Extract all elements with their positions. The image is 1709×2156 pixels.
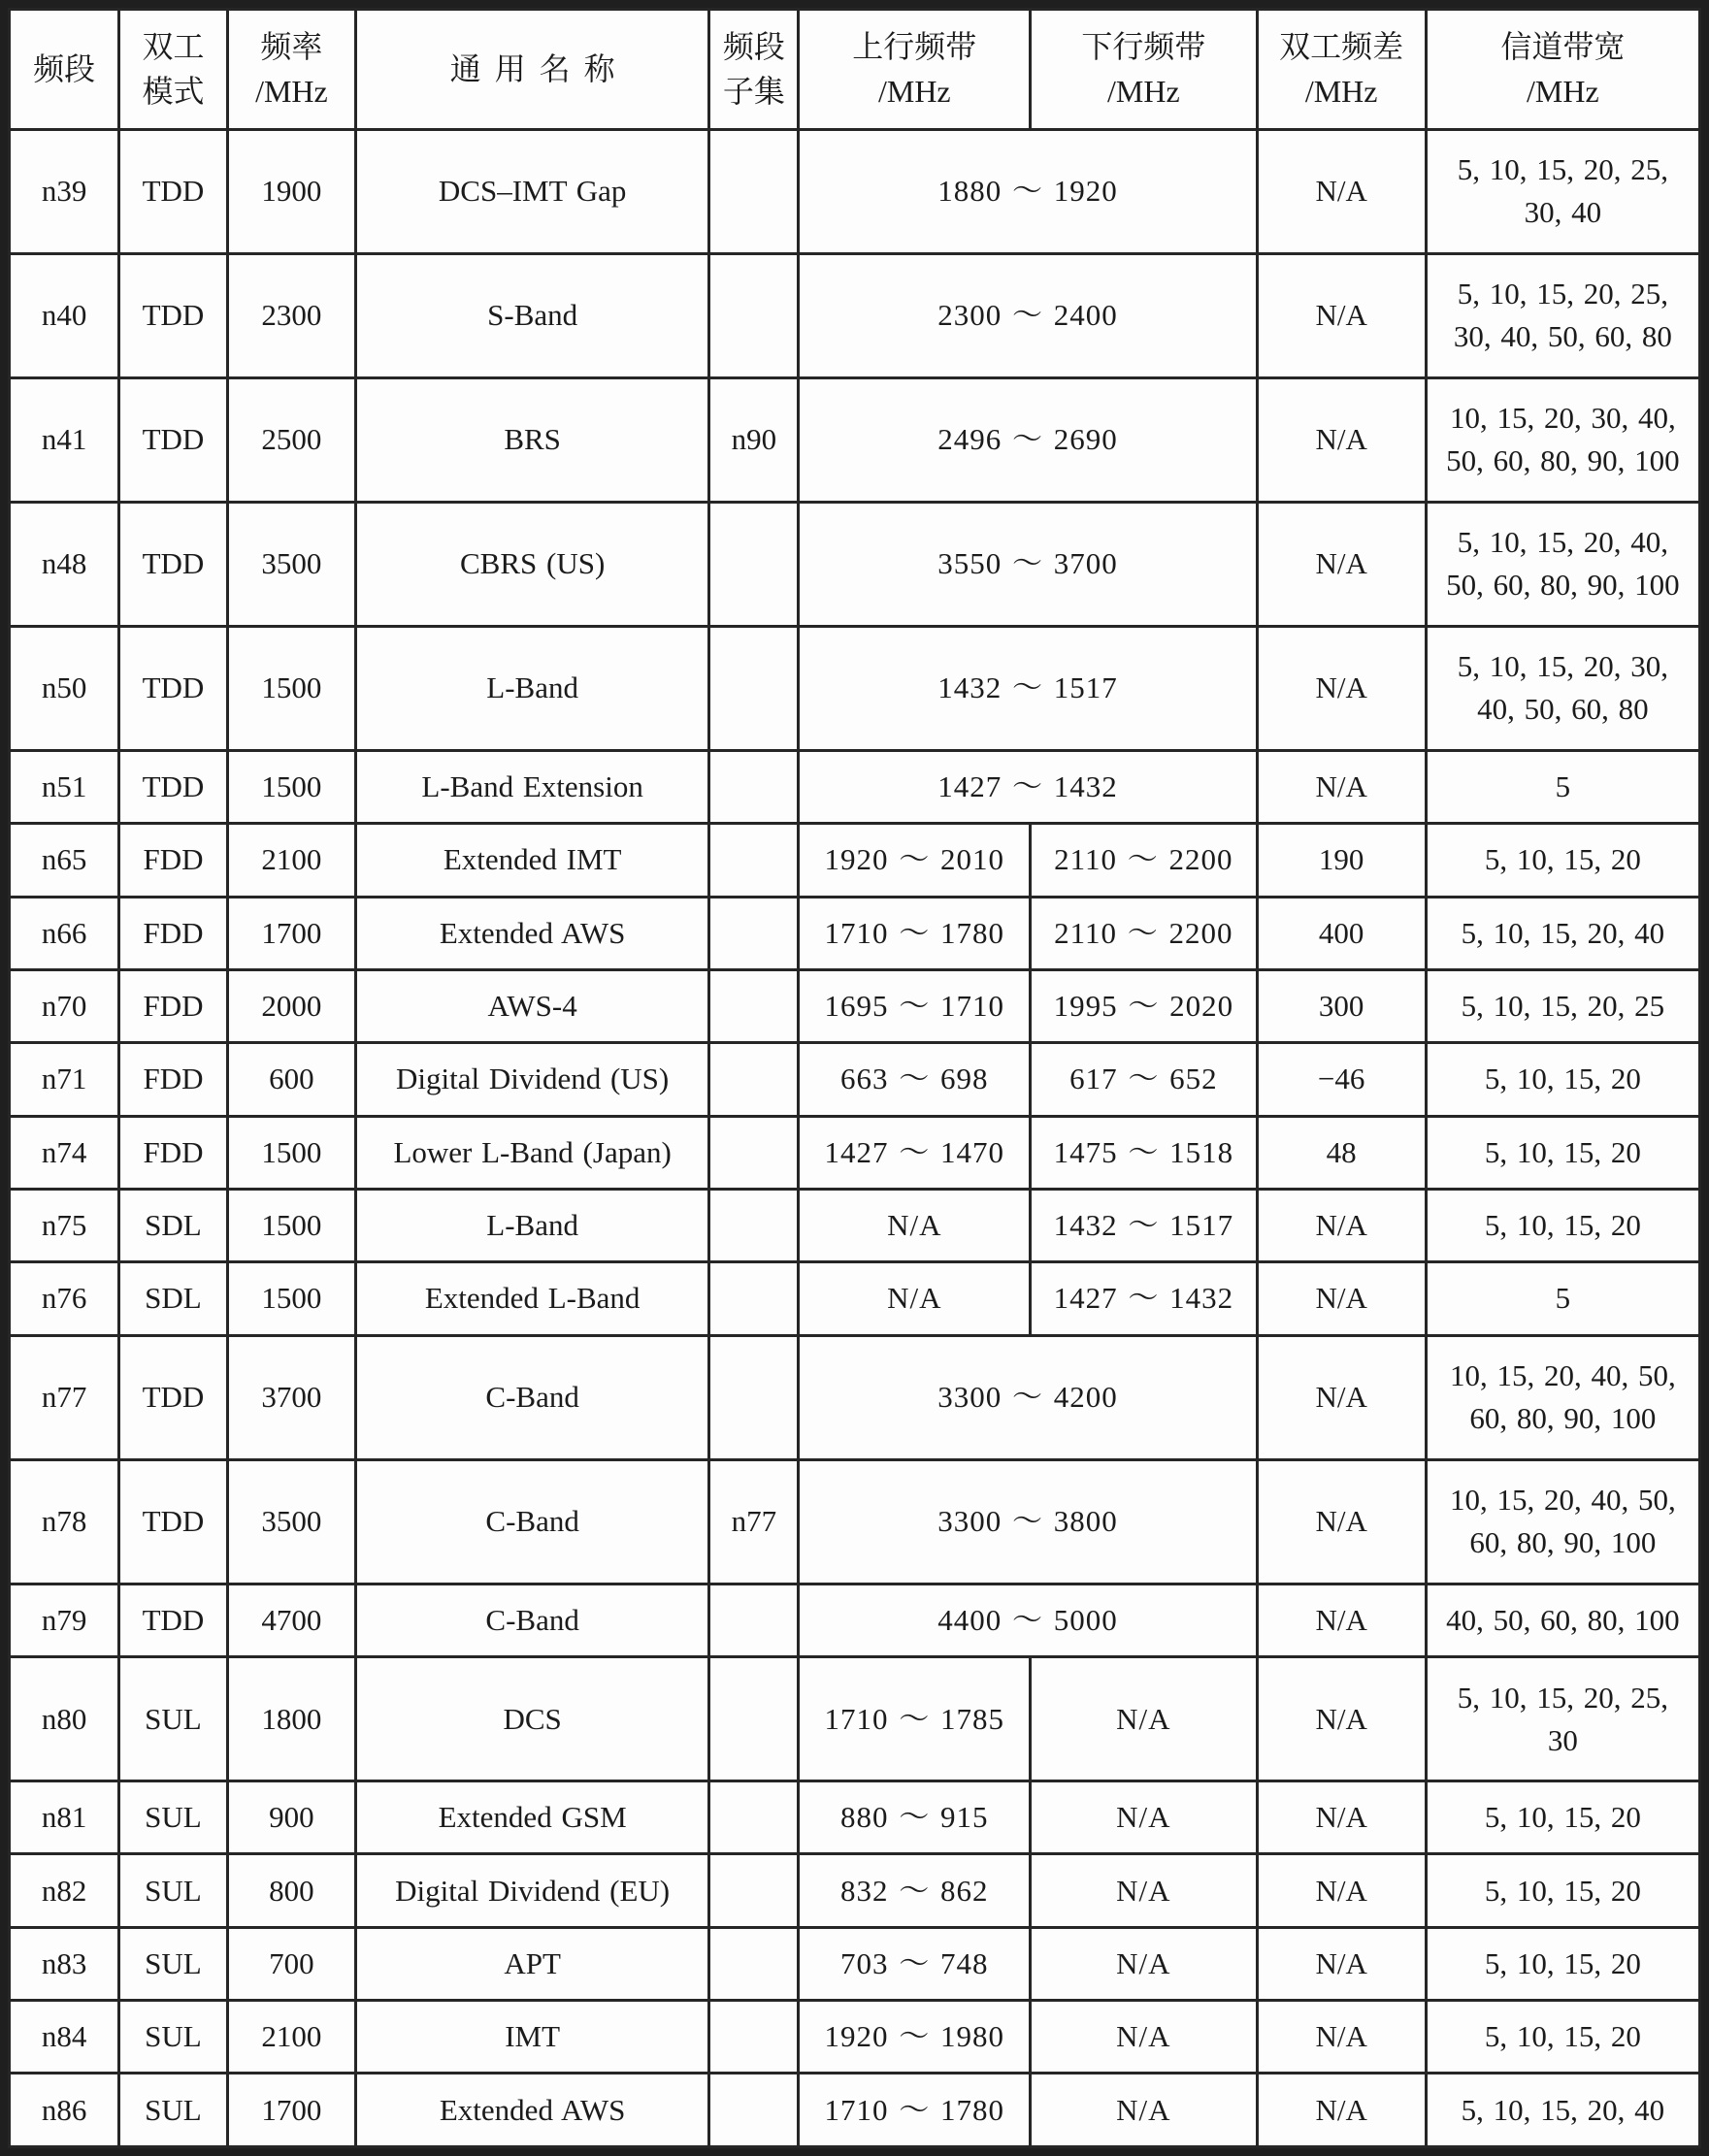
table-row — [10, 1854, 1700, 1927]
cell-duplex-spacing: N/A — [1257, 1335, 1426, 1459]
cell-duplex-spacing: N/A — [1257, 253, 1426, 377]
cell-band-subset — [709, 1854, 799, 1927]
table-row — [10, 1781, 1700, 1854]
table-row — [10, 2001, 1700, 2074]
cell-downlink: 1475 ～ 1518 — [1031, 1116, 1257, 1189]
cell-common-name: CBRS (US) — [356, 502, 709, 626]
cell-frequency: 3700 — [227, 1335, 355, 1459]
cell-common-name: S-Band — [356, 253, 709, 377]
col-header-channel-bandwidth — [1426, 10, 1699, 130]
cell-band: n75 — [10, 1189, 119, 1261]
table-body — [10, 129, 1700, 2146]
cell-duplex-spacing: 190 — [1257, 824, 1426, 897]
cell-frequency: 1500 — [227, 750, 355, 823]
cell-frequency: 2000 — [227, 969, 355, 1042]
cell-uplink: 1427 ～ 1470 — [799, 1116, 1031, 1189]
cell-frequency: 3500 — [227, 502, 355, 626]
cell-channel-bandwidth: 5 — [1426, 750, 1699, 823]
header-unit: /MHz — [1107, 74, 1180, 110]
cell-frequency: 2500 — [227, 377, 355, 502]
cell-frequency: 800 — [227, 1854, 355, 1927]
table-row — [10, 626, 1700, 750]
cell-duplex-spacing: N/A — [1257, 1459, 1426, 1584]
cell-common-name: IMT — [356, 2001, 709, 2074]
col-header-common-name — [356, 10, 709, 130]
cell-uplink-downlink: 3300 ～ 4200 — [799, 1335, 1257, 1459]
table-row — [10, 1262, 1700, 1335]
cell-duplex-spacing: N/A — [1257, 1584, 1426, 1656]
cell-duplex-spacing: N/A — [1257, 1262, 1426, 1335]
cell-channel-bandwidth: 5, 10, 15, 20 — [1426, 1189, 1699, 1261]
cell-band: n82 — [10, 1854, 119, 1927]
cell-frequency: 1700 — [227, 2074, 355, 2147]
cell-band: n51 — [10, 750, 119, 823]
cell-downlink: N/A — [1031, 1781, 1257, 1854]
cell-band: n39 — [10, 129, 119, 253]
cell-duplex-mode: TDD — [119, 1335, 227, 1459]
cell-duplex-spacing: 300 — [1257, 969, 1426, 1042]
cell-channel-bandwidth: 5, 10, 15, 20, 25, 30, 40 — [1426, 129, 1699, 253]
cell-downlink: N/A — [1031, 1927, 1257, 2000]
cell-channel-bandwidth: 5, 10, 15, 20, 25, 30 — [1426, 1657, 1699, 1781]
table-row — [10, 1043, 1700, 1116]
cell-band: n83 — [10, 1927, 119, 2000]
cell-common-name: AWS-4 — [356, 969, 709, 1042]
cell-duplex-spacing: N/A — [1257, 1854, 1426, 1927]
cell-uplink-downlink: 3550 ～ 3700 — [799, 502, 1257, 626]
cell-channel-bandwidth: 5, 10, 15, 20, 25 — [1426, 969, 1699, 1042]
cell-frequency: 4700 — [227, 1584, 355, 1656]
cell-duplex-mode: TDD — [119, 502, 227, 626]
cell-band-subset — [709, 1584, 799, 1656]
cell-uplink-downlink: 2300 ～ 2400 — [799, 253, 1257, 377]
cell-uplink-downlink: 2496 ～ 2690 — [799, 377, 1257, 502]
cell-uplink: 1710 ～ 1785 — [799, 1657, 1031, 1781]
cell-duplex-spacing: N/A — [1257, 129, 1426, 253]
cell-uplink: 703 ～ 748 — [799, 1927, 1031, 2000]
cell-frequency: 2100 — [227, 2001, 355, 2074]
cell-channel-bandwidth: 5, 10, 15, 20, 40, 50, 60, 80, 90, 100 — [1426, 502, 1699, 626]
header-label: 频段 — [722, 29, 785, 64]
cell-common-name: Extended AWS — [356, 2074, 709, 2147]
cell-uplink: 1920 ～ 2010 — [799, 824, 1031, 897]
col-header-uplink — [799, 10, 1031, 130]
cell-duplex-mode: SUL — [119, 1927, 227, 2000]
cell-uplink-downlink: 1880 ～ 1920 — [799, 129, 1257, 253]
cell-band: n66 — [10, 897, 119, 969]
cell-common-name: L-Band Extension — [356, 750, 709, 823]
cell-band: n48 — [10, 502, 119, 626]
col-header-band — [10, 10, 119, 130]
col-header-downlink — [1031, 10, 1257, 130]
header-label-line2: 子集 — [722, 74, 785, 110]
cell-common-name: C-Band — [356, 1459, 709, 1584]
header-unit: /MHz — [1527, 74, 1599, 110]
cell-frequency: 1500 — [227, 626, 355, 750]
cell-channel-bandwidth: 5, 10, 15, 20 — [1426, 2001, 1699, 2074]
cell-uplink-downlink: 1432 ～ 1517 — [799, 626, 1257, 750]
table-row — [10, 897, 1700, 969]
header-label: 频率 — [260, 29, 323, 64]
cell-band-subset — [709, 2074, 799, 2147]
cell-common-name: C-Band — [356, 1335, 709, 1459]
cell-uplink: N/A — [799, 1189, 1031, 1261]
cell-channel-bandwidth: 5, 10, 15, 20 — [1426, 1116, 1699, 1189]
cell-uplink: 1710 ～ 1780 — [799, 897, 1031, 969]
cell-duplex-spacing: N/A — [1257, 1781, 1426, 1854]
cell-band-subset — [709, 129, 799, 253]
cell-duplex-mode: FDD — [119, 1116, 227, 1189]
cell-common-name: C-Band — [356, 1584, 709, 1656]
cell-duplex-spacing: N/A — [1257, 626, 1426, 750]
cell-band: n74 — [10, 1116, 119, 1189]
cell-band-subset — [709, 1043, 799, 1116]
cell-band: n79 — [10, 1584, 119, 1656]
cell-common-name: Digital Dividend (US) — [356, 1043, 709, 1116]
header-unit: /MHz — [255, 74, 328, 110]
cell-uplink-downlink: 4400 ～ 5000 — [799, 1584, 1257, 1656]
cell-duplex-mode: SDL — [119, 1262, 227, 1335]
cell-duplex-spacing: 400 — [1257, 897, 1426, 969]
cell-frequency: 1900 — [227, 129, 355, 253]
header-unit: /MHz — [877, 74, 951, 110]
cell-band-subset — [709, 969, 799, 1042]
cell-band-subset — [709, 253, 799, 377]
cell-frequency: 600 — [227, 1043, 355, 1116]
cell-duplex-mode: FDD — [119, 824, 227, 897]
cell-duplex-mode: SUL — [119, 1781, 227, 1854]
table-row — [10, 1459, 1700, 1584]
cell-band: n86 — [10, 2074, 119, 2147]
cell-band-subset — [709, 2001, 799, 2074]
cell-band-subset — [709, 1927, 799, 2000]
cell-duplex-spacing: N/A — [1257, 2001, 1426, 2074]
cell-uplink-downlink: 1427 ～ 1432 — [799, 750, 1257, 823]
cell-band-subset — [709, 502, 799, 626]
table-row — [10, 253, 1700, 377]
cell-downlink: N/A — [1031, 2001, 1257, 2074]
cell-band-subset — [709, 1335, 799, 1459]
cell-duplex-mode: TDD — [119, 129, 227, 253]
cell-common-name: Digital Dividend (EU) — [356, 1854, 709, 1927]
cell-band: n50 — [10, 626, 119, 750]
cell-uplink: 663 ～ 698 — [799, 1043, 1031, 1116]
cell-frequency: 900 — [227, 1781, 355, 1854]
table-row — [10, 1116, 1700, 1189]
cell-downlink: N/A — [1031, 1657, 1257, 1781]
cell-frequency: 2100 — [227, 824, 355, 897]
cell-common-name: DCS–IMT Gap — [356, 129, 709, 253]
cell-downlink: 2110 ～ 2200 — [1031, 824, 1257, 897]
table-row — [10, 502, 1700, 626]
cell-band-subset — [709, 1116, 799, 1189]
cell-duplex-spacing: N/A — [1257, 1927, 1426, 2000]
cell-channel-bandwidth: 5, 10, 15, 20, 40 — [1426, 897, 1699, 969]
cell-channel-bandwidth: 5, 10, 15, 20, 40 — [1426, 2074, 1699, 2147]
cell-duplex-mode: SUL — [119, 1657, 227, 1781]
cell-uplink: 1920 ～ 1980 — [799, 2001, 1031, 2074]
cell-band-subset — [709, 1781, 799, 1854]
cell-duplex-spacing: N/A — [1257, 750, 1426, 823]
cell-band-subset — [709, 897, 799, 969]
cell-duplex-spacing: N/A — [1257, 2074, 1426, 2147]
col-header-duplex-mode — [119, 10, 227, 130]
cell-duplex-mode: TDD — [119, 253, 227, 377]
cell-duplex-spacing: N/A — [1257, 1657, 1426, 1781]
cell-band: n84 — [10, 2001, 119, 2074]
cell-band: n70 — [10, 969, 119, 1042]
cell-channel-bandwidth: 10, 15, 20, 40, 50, 60, 80, 90, 100 — [1426, 1335, 1699, 1459]
cell-downlink: 1427 ～ 1432 — [1031, 1262, 1257, 1335]
cell-uplink: 880 ～ 915 — [799, 1781, 1031, 1854]
cell-channel-bandwidth: 5, 10, 15, 20 — [1426, 1043, 1699, 1116]
cell-frequency: 3500 — [227, 1459, 355, 1584]
cell-uplink: 832 ～ 862 — [799, 1854, 1031, 1927]
cell-channel-bandwidth: 10, 15, 20, 30, 40, 50, 60, 80, 90, 100 — [1426, 377, 1699, 502]
cell-common-name: APT — [356, 1927, 709, 2000]
cell-duplex-mode: FDD — [119, 969, 227, 1042]
table-row — [10, 1584, 1700, 1656]
col-header-duplex-spacing — [1257, 10, 1426, 130]
cell-common-name: Extended AWS — [356, 897, 709, 969]
table-row — [10, 1927, 1700, 2000]
cell-band: n80 — [10, 1657, 119, 1781]
cell-duplex-spacing: N/A — [1257, 1189, 1426, 1261]
header-label: 双工频差 — [1279, 29, 1404, 64]
cell-channel-bandwidth: 5, 10, 15, 20 — [1426, 1927, 1699, 2000]
cell-duplex-mode: TDD — [119, 1459, 227, 1584]
table-row — [10, 824, 1700, 897]
cell-common-name: Extended IMT — [356, 824, 709, 897]
cell-channel-bandwidth: 40, 50, 60, 80, 100 — [1426, 1584, 1699, 1656]
cell-channel-bandwidth: 5 — [1426, 1262, 1699, 1335]
table-row — [10, 377, 1700, 502]
cell-band: n65 — [10, 824, 119, 897]
header-row — [10, 10, 1700, 130]
header-label: 上行频带 — [852, 29, 977, 64]
cell-common-name: L-Band — [356, 626, 709, 750]
col-header-band-subset — [709, 10, 799, 130]
cell-band-subset — [709, 824, 799, 897]
table-row — [10, 1657, 1700, 1781]
cell-band-subset: n90 — [709, 377, 799, 502]
header-label-line2: 模式 — [142, 74, 205, 110]
cell-band: n41 — [10, 377, 119, 502]
cell-duplex-mode: TDD — [119, 377, 227, 502]
table-row — [10, 129, 1700, 253]
header-label: 通用名称 — [449, 51, 629, 87]
cell-channel-bandwidth: 5, 10, 15, 20 — [1426, 824, 1699, 897]
cell-band-subset — [709, 750, 799, 823]
cell-duplex-mode: FDD — [119, 897, 227, 969]
cell-band: n78 — [10, 1459, 119, 1584]
cell-duplex-mode: TDD — [119, 750, 227, 823]
cell-duplex-mode: SUL — [119, 2001, 227, 2074]
cell-duplex-mode: TDD — [119, 1584, 227, 1656]
cell-duplex-mode: TDD — [119, 626, 227, 750]
cell-common-name: Extended L-Band — [356, 1262, 709, 1335]
cell-duplex-spacing: N/A — [1257, 502, 1426, 626]
cell-channel-bandwidth: 5, 10, 15, 20, 30, 40, 50, 60, 80 — [1426, 626, 1699, 750]
cell-band: n40 — [10, 253, 119, 377]
cell-band: n71 — [10, 1043, 119, 1116]
cell-common-name: Lower L-Band (Japan) — [356, 1116, 709, 1189]
table-row — [10, 1335, 1700, 1459]
table-row — [10, 969, 1700, 1042]
header-label: 双工 — [142, 29, 205, 64]
cell-frequency: 2300 — [227, 253, 355, 377]
cell-downlink: 1432 ～ 1517 — [1031, 1189, 1257, 1261]
table-header — [10, 10, 1700, 130]
cell-duplex-mode: SUL — [119, 1854, 227, 1927]
cell-downlink: N/A — [1031, 2074, 1257, 2147]
col-header-frequency — [227, 10, 355, 130]
cell-downlink: 1995 ～ 2020 — [1031, 969, 1257, 1042]
cell-frequency: 1500 — [227, 1262, 355, 1335]
cell-frequency: 700 — [227, 1927, 355, 2000]
cell-band-subset — [709, 1262, 799, 1335]
header-unit: /MHz — [1304, 74, 1378, 110]
header-label: 频段 — [33, 51, 96, 87]
cell-frequency: 1500 — [227, 1189, 355, 1261]
cell-frequency: 1700 — [227, 897, 355, 969]
cell-duplex-spacing: −46 — [1257, 1043, 1426, 1116]
table-row — [10, 750, 1700, 823]
cell-band-subset — [709, 626, 799, 750]
cell-duplex-spacing: 48 — [1257, 1116, 1426, 1189]
cell-channel-bandwidth: 5, 10, 15, 20 — [1426, 1854, 1699, 1927]
cell-downlink: 2110 ～ 2200 — [1031, 897, 1257, 969]
cell-band: n81 — [10, 1781, 119, 1854]
cell-band-subset — [709, 1189, 799, 1261]
cell-common-name: Extended GSM — [356, 1781, 709, 1854]
cell-duplex-mode: FDD — [119, 1043, 227, 1116]
header-label: 下行频带 — [1081, 29, 1206, 64]
cell-downlink: 617 ～ 652 — [1031, 1043, 1257, 1116]
cell-common-name: BRS — [356, 377, 709, 502]
nr-bands-table — [8, 8, 1701, 2148]
cell-band-subset: n77 — [709, 1459, 799, 1584]
cell-common-name: L-Band — [356, 1189, 709, 1261]
cell-duplex-mode: SDL — [119, 1189, 227, 1261]
cell-frequency: 1500 — [227, 1116, 355, 1189]
cell-uplink: 1695 ～ 1710 — [799, 969, 1031, 1042]
cell-band: n77 — [10, 1335, 119, 1459]
table-row — [10, 2074, 1700, 2147]
cell-uplink: N/A — [799, 1262, 1031, 1335]
cell-uplink-downlink: 3300 ～ 3800 — [799, 1459, 1257, 1584]
cell-downlink: N/A — [1031, 1854, 1257, 1927]
cell-channel-bandwidth: 5, 10, 15, 20, 25, 30, 40, 50, 60, 80 — [1426, 253, 1699, 377]
header-label: 信道带宽 — [1500, 29, 1626, 64]
cell-duplex-spacing: N/A — [1257, 377, 1426, 502]
cell-channel-bandwidth: 5, 10, 15, 20 — [1426, 1781, 1699, 1854]
cell-channel-bandwidth: 10, 15, 20, 40, 50, 60, 80, 90, 100 — [1426, 1459, 1699, 1584]
cell-common-name: DCS — [356, 1657, 709, 1781]
cell-duplex-mode: SUL — [119, 2074, 227, 2147]
cell-band: n76 — [10, 1262, 119, 1335]
cell-frequency: 1800 — [227, 1657, 355, 1781]
cell-uplink: 1710 ～ 1780 — [799, 2074, 1031, 2147]
cell-band-subset — [709, 1657, 799, 1781]
table-row — [10, 1189, 1700, 1261]
